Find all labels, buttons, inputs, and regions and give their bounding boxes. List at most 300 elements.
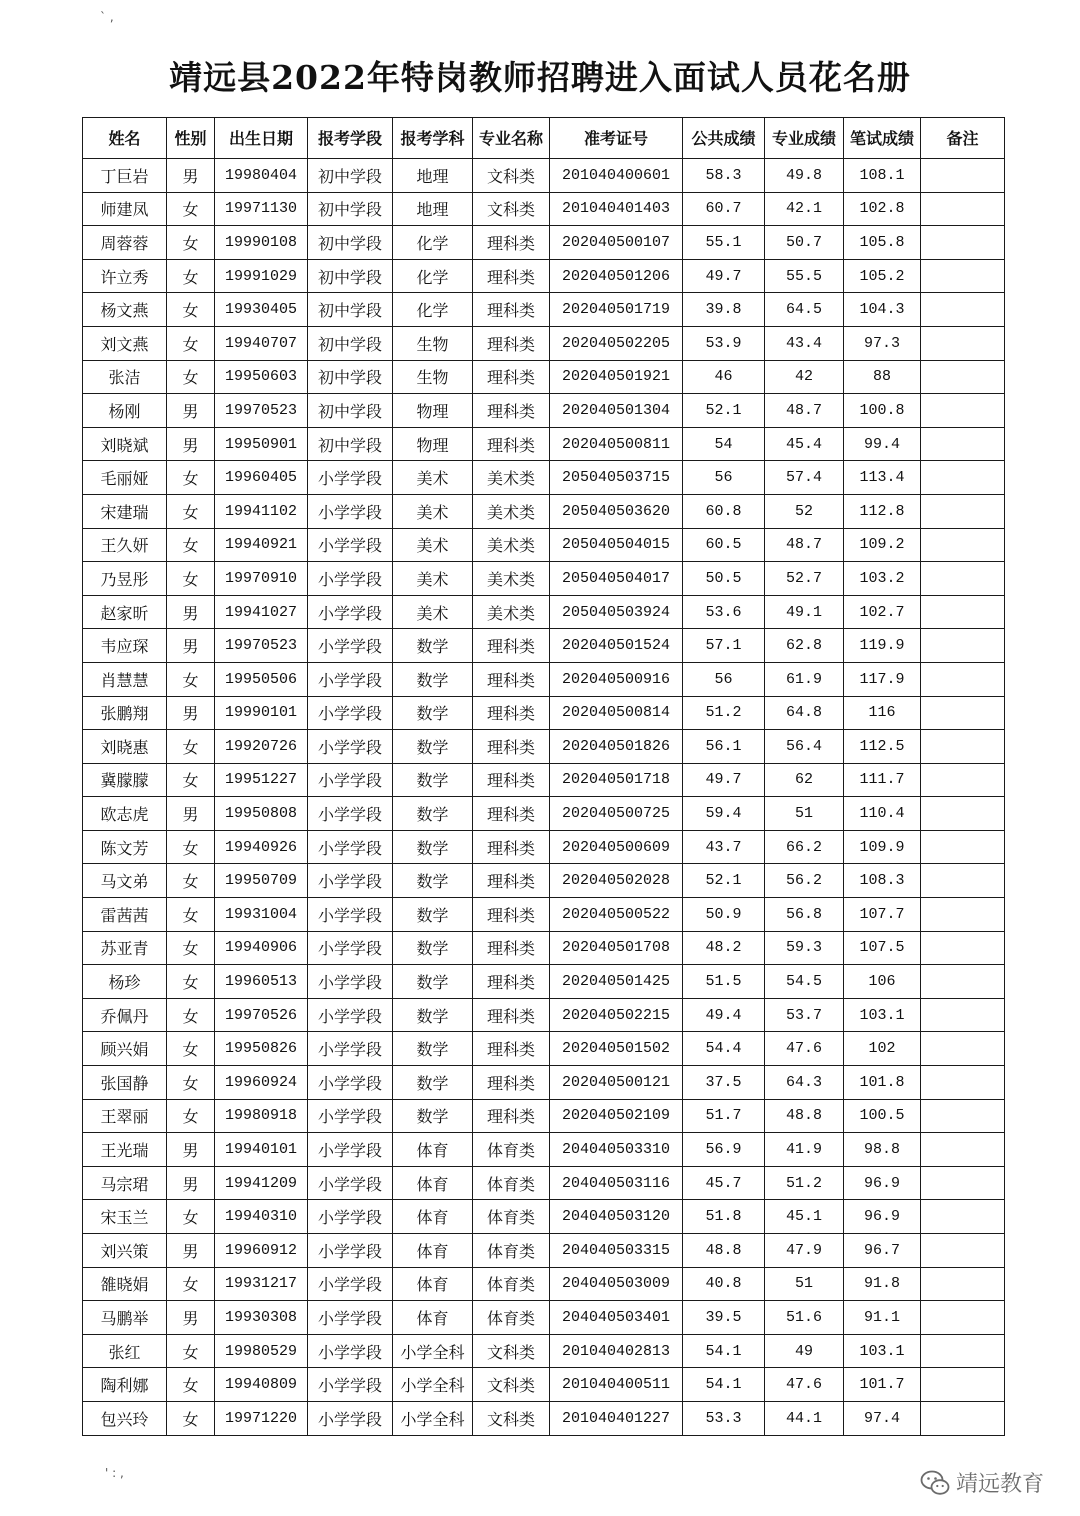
name-cell: 雒晓娟 — [83, 1267, 167, 1301]
stage-cell: 小学学段 — [308, 1301, 393, 1335]
stage-cell: 小学学段 — [308, 998, 393, 1032]
stage-cell: 小学学段 — [308, 1032, 393, 1066]
gender-cell: 女 — [167, 1200, 215, 1234]
written-score-cell: 116 — [844, 696, 921, 730]
remark-cell — [921, 394, 1005, 428]
public-score-cell: 50.5 — [683, 562, 765, 596]
ticket-number-cell: 202040501206 — [550, 259, 683, 293]
table-row — [83, 898, 1005, 932]
ticket-number-cell: 202040500814 — [550, 696, 683, 730]
written-score-cell: 96.7 — [844, 1234, 921, 1268]
birthdate-cell: 19930308 — [215, 1301, 308, 1335]
major-cell: 体育类 — [473, 1166, 550, 1200]
page-title: 靖远县2022年特岗教师招聘进入面试人员花名册 — [169, 58, 911, 97]
stage-cell: 小学学段 — [308, 1234, 393, 1268]
subject-cell: 化学 — [393, 226, 473, 260]
gender-cell: 女 — [167, 1267, 215, 1301]
major-score-cell: 51.6 — [765, 1301, 844, 1335]
major-score-cell: 55.5 — [765, 259, 844, 293]
major-score-cell: 59.3 — [765, 931, 844, 965]
stage-cell: 初中学段 — [308, 259, 393, 293]
birthdate-cell: 19930405 — [215, 293, 308, 327]
remark-cell — [921, 763, 1005, 797]
gender-cell: 女 — [167, 1066, 215, 1100]
name-cell: 刘兴策 — [83, 1234, 167, 1268]
birthdate-cell: 19940101 — [215, 1133, 308, 1167]
ticket-number-cell: 202040502215 — [550, 998, 683, 1032]
major-score-cell: 56.4 — [765, 730, 844, 764]
written-score-cell: 97.3 — [844, 326, 921, 360]
ticket-number-cell: 202040501719 — [550, 293, 683, 327]
name-cell: 丁巨岩 — [83, 159, 167, 193]
major-cell: 理科类 — [473, 1032, 550, 1066]
ticket-number-cell: 204040503116 — [550, 1166, 683, 1200]
stage-cell: 小学学段 — [308, 562, 393, 596]
stage-cell: 小学学段 — [308, 931, 393, 965]
public-score-cell: 49.4 — [683, 998, 765, 1032]
major-cell: 体育类 — [473, 1301, 550, 1335]
written-score-cell: 108.1 — [844, 159, 921, 193]
stage-cell: 小学学段 — [308, 1267, 393, 1301]
subject-cell: 小学全科 — [393, 1334, 473, 1368]
table-row — [83, 1133, 1005, 1167]
written-score-cell: 102.7 — [844, 595, 921, 629]
ticket-number-cell: 202040500725 — [550, 797, 683, 831]
gender-cell: 女 — [167, 1334, 215, 1368]
subject-cell: 数学 — [393, 1066, 473, 1100]
ticket-number-cell: 201040401403 — [550, 192, 683, 226]
name-cell: 周蓉蓉 — [83, 226, 167, 260]
stage-cell: 小学学段 — [308, 965, 393, 999]
public-score-cell: 39.8 — [683, 293, 765, 327]
remark-cell — [921, 461, 1005, 495]
birthdate-cell: 19940906 — [215, 931, 308, 965]
public-score-cell: 59.4 — [683, 797, 765, 831]
gender-cell: 女 — [167, 965, 215, 999]
major-score-cell: 52.7 — [765, 562, 844, 596]
major-cell: 美术类 — [473, 562, 550, 596]
birthdate-cell: 19970910 — [215, 562, 308, 596]
public-score-cell: 60.8 — [683, 494, 765, 528]
remark-cell — [921, 427, 1005, 461]
major-cell: 理科类 — [473, 797, 550, 831]
stage-cell: 初中学段 — [308, 326, 393, 360]
table-row — [83, 259, 1005, 293]
subject-cell: 美术 — [393, 461, 473, 495]
gender-cell: 女 — [167, 864, 215, 898]
remark-cell — [921, 159, 1005, 193]
subject-cell: 生物 — [393, 326, 473, 360]
name-cell: 刘文燕 — [83, 326, 167, 360]
written-score-cell: 109.9 — [844, 830, 921, 864]
public-score-cell: 53.6 — [683, 595, 765, 629]
major-cell: 美术类 — [473, 494, 550, 528]
gender-cell: 女 — [167, 1368, 215, 1402]
birthdate-cell: 19971220 — [215, 1401, 308, 1435]
remark-cell — [921, 898, 1005, 932]
name-cell: 乔佩丹 — [83, 998, 167, 1032]
birthdate-cell: 19941027 — [215, 595, 308, 629]
major-score-cell: 61.9 — [765, 662, 844, 696]
remark-cell — [921, 1032, 1005, 1066]
written-score-cell: 108.3 — [844, 864, 921, 898]
stage-cell: 初中学段 — [308, 360, 393, 394]
major-cell: 理科类 — [473, 259, 550, 293]
name-cell: 冀朦朦 — [83, 763, 167, 797]
major-cell: 理科类 — [473, 763, 550, 797]
gender-cell: 女 — [167, 562, 215, 596]
birthdate-cell: 19940310 — [215, 1200, 308, 1234]
major-score-cell: 47.6 — [765, 1032, 844, 1066]
name-cell: 刘晓惠 — [83, 730, 167, 764]
birthdate-cell: 19980404 — [215, 159, 308, 193]
major-cell: 文科类 — [473, 1334, 550, 1368]
remark-cell — [921, 1200, 1005, 1234]
stage-cell: 小学学段 — [308, 1099, 393, 1133]
name-cell: 张洁 — [83, 360, 167, 394]
column-header: 性别 — [167, 118, 215, 159]
written-score-cell: 103.2 — [844, 562, 921, 596]
subject-cell: 美术 — [393, 562, 473, 596]
birthdate-cell: 19940921 — [215, 528, 308, 562]
table-row — [83, 629, 1005, 663]
ticket-number-cell: 202040502028 — [550, 864, 683, 898]
public-score-cell: 51.5 — [683, 965, 765, 999]
stage-cell: 初中学段 — [308, 394, 393, 428]
public-score-cell: 53.9 — [683, 326, 765, 360]
remark-cell — [921, 259, 1005, 293]
column-header: 公共成绩 — [683, 118, 765, 159]
gender-cell: 女 — [167, 898, 215, 932]
column-header: 姓名 — [83, 118, 167, 159]
remark-cell — [921, 662, 1005, 696]
major-score-cell: 44.1 — [765, 1401, 844, 1435]
major-cell: 体育类 — [473, 1200, 550, 1234]
birthdate-cell: 19950709 — [215, 864, 308, 898]
table-row — [83, 1301, 1005, 1335]
major-score-cell: 56.8 — [765, 898, 844, 932]
written-score-cell: 119.9 — [844, 629, 921, 663]
gender-cell: 男 — [167, 1166, 215, 1200]
gender-cell: 男 — [167, 1133, 215, 1167]
stage-cell: 初中学段 — [308, 427, 393, 461]
major-cell: 美术类 — [473, 461, 550, 495]
public-score-cell: 37.5 — [683, 1066, 765, 1100]
table-row — [83, 1334, 1005, 1368]
birthdate-cell: 19950826 — [215, 1032, 308, 1066]
table-row — [83, 931, 1005, 965]
remark-cell — [921, 360, 1005, 394]
stage-cell: 小学学段 — [308, 830, 393, 864]
column-header: 笔试成绩 — [844, 118, 921, 159]
remark-cell — [921, 1301, 1005, 1335]
name-cell: 王久妍 — [83, 528, 167, 562]
name-cell: 王翠丽 — [83, 1099, 167, 1133]
table-row — [83, 192, 1005, 226]
public-score-cell: 54.1 — [683, 1334, 765, 1368]
subject-cell: 体育 — [393, 1166, 473, 1200]
table-row — [83, 696, 1005, 730]
remark-cell — [921, 326, 1005, 360]
remark-cell — [921, 931, 1005, 965]
birthdate-cell: 19951227 — [215, 763, 308, 797]
ticket-number-cell: 205040503715 — [550, 461, 683, 495]
written-score-cell: 113.4 — [844, 461, 921, 495]
gender-cell: 男 — [167, 629, 215, 663]
ticket-number-cell: 202040501502 — [550, 1032, 683, 1066]
remark-cell — [921, 192, 1005, 226]
stage-cell: 小学学段 — [308, 662, 393, 696]
major-cell: 理科类 — [473, 293, 550, 327]
subject-cell: 体育 — [393, 1133, 473, 1167]
ticket-number-cell: 202040501425 — [550, 965, 683, 999]
subject-cell: 生物 — [393, 360, 473, 394]
gender-cell: 女 — [167, 662, 215, 696]
birthdate-cell: 19970523 — [215, 629, 308, 663]
table-row — [83, 293, 1005, 327]
subject-cell: 美术 — [393, 494, 473, 528]
remark-cell — [921, 1166, 1005, 1200]
major-score-cell: 45.4 — [765, 427, 844, 461]
column-header: 报考学段 — [308, 118, 393, 159]
public-score-cell: 48.8 — [683, 1234, 765, 1268]
column-header: 专业名称 — [473, 118, 550, 159]
subject-cell: 数学 — [393, 1099, 473, 1133]
public-score-cell: 51.2 — [683, 696, 765, 730]
written-score-cell: 100.8 — [844, 394, 921, 428]
table-row — [83, 965, 1005, 999]
gender-cell: 女 — [167, 494, 215, 528]
major-cell: 理科类 — [473, 326, 550, 360]
stage-cell: 小学学段 — [308, 730, 393, 764]
remark-cell — [921, 528, 1005, 562]
major-cell: 文科类 — [473, 1368, 550, 1402]
stage-cell: 小学学段 — [308, 461, 393, 495]
subject-cell: 数学 — [393, 1032, 473, 1066]
major-score-cell: 64.3 — [765, 1066, 844, 1100]
major-score-cell: 52 — [765, 494, 844, 528]
major-score-cell: 42.1 — [765, 192, 844, 226]
public-score-cell: 57.1 — [683, 629, 765, 663]
column-header: 专业成绩 — [765, 118, 844, 159]
stage-cell: 小学学段 — [308, 528, 393, 562]
major-score-cell: 43.4 — [765, 326, 844, 360]
written-score-cell: 96.9 — [844, 1200, 921, 1234]
birthdate-cell: 19970526 — [215, 998, 308, 1032]
stage-cell: 小学学段 — [308, 595, 393, 629]
public-score-cell: 54.4 — [683, 1032, 765, 1066]
stage-cell: 初中学段 — [308, 226, 393, 260]
gender-cell: 女 — [167, 730, 215, 764]
major-cell: 美术类 — [473, 595, 550, 629]
ticket-number-cell: 201040402813 — [550, 1334, 683, 1368]
written-score-cell: 109.2 — [844, 528, 921, 562]
gender-cell: 男 — [167, 1234, 215, 1268]
table-row — [83, 394, 1005, 428]
ticket-number-cell: 205040503924 — [550, 595, 683, 629]
major-cell: 文科类 — [473, 192, 550, 226]
ticket-number-cell: 202040501718 — [550, 763, 683, 797]
gender-cell: 男 — [167, 394, 215, 428]
major-score-cell: 62.8 — [765, 629, 844, 663]
birthdate-cell: 19950901 — [215, 427, 308, 461]
major-cell: 理科类 — [473, 394, 550, 428]
birthdate-cell: 19960924 — [215, 1066, 308, 1100]
table-row — [83, 360, 1005, 394]
table-row — [83, 494, 1005, 528]
major-cell: 理科类 — [473, 998, 550, 1032]
major-score-cell: 48.8 — [765, 1099, 844, 1133]
birthdate-cell: 19931217 — [215, 1267, 308, 1301]
ticket-number-cell: 202040501708 — [550, 931, 683, 965]
subject-cell: 数学 — [393, 629, 473, 663]
column-header: 出生日期 — [215, 118, 308, 159]
major-score-cell: 54.5 — [765, 965, 844, 999]
birthdate-cell: 19940809 — [215, 1368, 308, 1402]
birthdate-cell: 19950603 — [215, 360, 308, 394]
major-cell: 文科类 — [473, 159, 550, 193]
public-score-cell: 60.5 — [683, 528, 765, 562]
table-row — [83, 662, 1005, 696]
remark-cell — [921, 494, 1005, 528]
column-header: 备注 — [921, 118, 1005, 159]
gender-cell: 男 — [167, 1301, 215, 1335]
public-score-cell: 51.7 — [683, 1099, 765, 1133]
gender-cell: 男 — [167, 595, 215, 629]
gender-cell: 女 — [167, 293, 215, 327]
major-score-cell: 41.9 — [765, 1133, 844, 1167]
subject-cell: 数学 — [393, 763, 473, 797]
major-cell: 理科类 — [473, 965, 550, 999]
name-cell: 张国静 — [83, 1066, 167, 1100]
name-cell: 苏亚青 — [83, 931, 167, 965]
major-score-cell: 66.2 — [765, 830, 844, 864]
birthdate-cell: 19960912 — [215, 1234, 308, 1268]
written-score-cell: 103.1 — [844, 1334, 921, 1368]
public-score-cell: 40.8 — [683, 1267, 765, 1301]
gender-cell: 男 — [167, 696, 215, 730]
major-score-cell: 49 — [765, 1334, 844, 1368]
written-score-cell: 96.9 — [844, 1166, 921, 1200]
written-score-cell: 117.9 — [844, 662, 921, 696]
name-cell: 许立秀 — [83, 259, 167, 293]
table-row — [83, 1401, 1005, 1435]
roster-table — [82, 117, 1005, 1436]
written-score-cell: 103.1 — [844, 998, 921, 1032]
name-cell: 王光瑞 — [83, 1133, 167, 1167]
subject-cell: 数学 — [393, 662, 473, 696]
stage-cell: 小学学段 — [308, 1401, 393, 1435]
name-cell: 师建凤 — [83, 192, 167, 226]
table-row — [83, 1099, 1005, 1133]
ticket-number-cell: 202040501826 — [550, 730, 683, 764]
public-score-cell: 45.7 — [683, 1166, 765, 1200]
subject-cell: 小学全科 — [393, 1368, 473, 1402]
subject-cell: 体育 — [393, 1301, 473, 1335]
stage-cell: 小学学段 — [308, 763, 393, 797]
gender-cell: 男 — [167, 427, 215, 461]
ticket-number-cell: 202040500522 — [550, 898, 683, 932]
written-score-cell: 107.7 — [844, 898, 921, 932]
ticket-number-cell: 202040500107 — [550, 226, 683, 260]
remark-cell — [921, 595, 1005, 629]
subject-cell: 数学 — [393, 998, 473, 1032]
name-cell: 马鹏举 — [83, 1301, 167, 1335]
column-header: 准考证号 — [550, 118, 683, 159]
table-row — [83, 730, 1005, 764]
written-score-cell: 98.8 — [844, 1133, 921, 1167]
name-cell: 刘晓斌 — [83, 427, 167, 461]
ticket-number-cell: 202040501921 — [550, 360, 683, 394]
subject-cell: 数学 — [393, 931, 473, 965]
subject-cell: 数学 — [393, 797, 473, 831]
watermark — [920, 1467, 1044, 1498]
written-score-cell: 102 — [844, 1032, 921, 1066]
public-score-cell: 49.7 — [683, 763, 765, 797]
stage-cell: 小学学段 — [308, 1166, 393, 1200]
subject-cell: 物理 — [393, 394, 473, 428]
table-row — [83, 1066, 1005, 1100]
stage-cell: 初中学段 — [308, 293, 393, 327]
public-score-cell: 43.7 — [683, 830, 765, 864]
table-row — [83, 998, 1005, 1032]
subject-cell: 体育 — [393, 1200, 473, 1234]
name-cell: 包兴玲 — [83, 1401, 167, 1435]
table-row — [83, 159, 1005, 193]
major-cell: 理科类 — [473, 226, 550, 260]
remark-cell — [921, 864, 1005, 898]
table-body — [83, 159, 1005, 1436]
ticket-number-cell: 202040500121 — [550, 1066, 683, 1100]
written-score-cell: 112.8 — [844, 494, 921, 528]
name-cell: 欧志虎 — [83, 797, 167, 831]
subject-cell: 数学 — [393, 864, 473, 898]
ticket-number-cell: 204040503310 — [550, 1133, 683, 1167]
major-score-cell: 64.8 — [765, 696, 844, 730]
major-score-cell: 51 — [765, 1267, 844, 1301]
gender-cell: 女 — [167, 461, 215, 495]
major-cell: 理科类 — [473, 898, 550, 932]
subject-cell: 数学 — [393, 696, 473, 730]
birthdate-cell: 19980918 — [215, 1099, 308, 1133]
subject-cell: 物理 — [393, 427, 473, 461]
major-score-cell: 42 — [765, 360, 844, 394]
birthdate-cell: 19931004 — [215, 898, 308, 932]
birthdate-cell: 19971130 — [215, 192, 308, 226]
written-score-cell: 88 — [844, 360, 921, 394]
subject-cell: 体育 — [393, 1234, 473, 1268]
ticket-number-cell: 205040504015 — [550, 528, 683, 562]
public-score-cell: 54.1 — [683, 1368, 765, 1402]
table-row — [83, 1267, 1005, 1301]
stage-cell: 小学学段 — [308, 1200, 393, 1234]
remark-cell — [921, 965, 1005, 999]
written-score-cell: 91.1 — [844, 1301, 921, 1335]
major-score-cell: 50.7 — [765, 226, 844, 260]
major-cell: 理科类 — [473, 830, 550, 864]
subject-cell: 化学 — [393, 293, 473, 327]
major-cell: 理科类 — [473, 864, 550, 898]
wechat-icon — [920, 1470, 950, 1496]
gender-cell: 女 — [167, 763, 215, 797]
ticket-number-cell: 201040401227 — [550, 1401, 683, 1435]
ticket-number-cell: 205040504017 — [550, 562, 683, 596]
gender-cell: 女 — [167, 192, 215, 226]
ticket-number-cell: 202040501524 — [550, 629, 683, 663]
written-score-cell: 99.4 — [844, 427, 921, 461]
subject-cell: 美术 — [393, 528, 473, 562]
public-score-cell: 54 — [683, 427, 765, 461]
